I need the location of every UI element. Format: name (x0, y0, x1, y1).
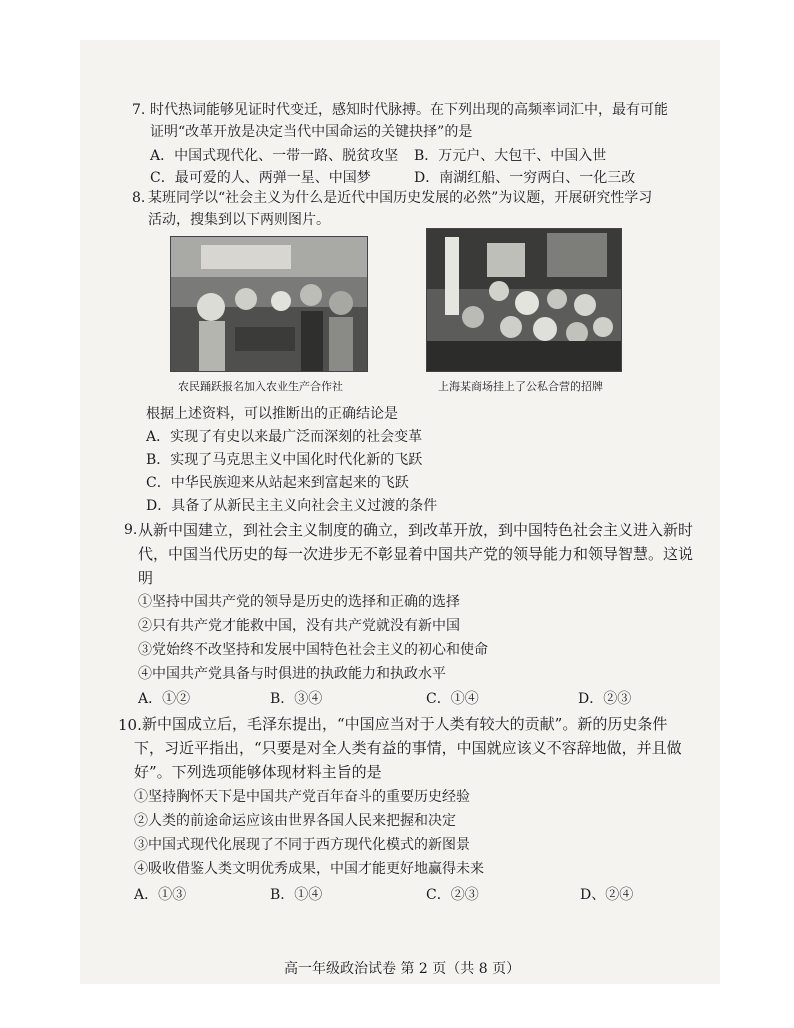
option-c: C．②③ (426, 887, 479, 903)
question-stem: 下，习近平指出，“只要是对全人类有益的事情，中国就应该义不容辞地做，并且做 (134, 739, 682, 757)
option-a: A．中国式现代化、一带一路、脱贫攻坚 (150, 148, 399, 164)
statement-4: ④中国共产党具备与时俱进的执政能力和执政水平 (138, 666, 446, 682)
caption-left: 农民踊跃报名加入农业生产合作社 (178, 380, 343, 393)
question-number: 7. (132, 102, 146, 118)
option-b: B．万元户、大包干、中国入世 (414, 148, 607, 164)
option-c: C．中华民族迎来从站起来到富起来的飞跃 (146, 475, 409, 491)
option-b: B．③④ (270, 691, 323, 707)
statement-2: ②人类的前途命运应该由世界各国人民来把握和决定 (134, 813, 456, 829)
question-stem: 代，中国当代历史的每一次进步无不彰显着中国共产党的领导能力和领导智慧。这说 (138, 545, 694, 563)
question-stem: 时代热词能够见证时代变迁，感知时代脉搏。在下列出现的高频率词汇中，最有可能 (150, 102, 668, 118)
option-d: D、②④ (580, 887, 634, 903)
option-c: C．①④ (426, 691, 479, 707)
exam-page (80, 40, 720, 984)
page-footer: 高一年级政治试卷 第 2 页（共 8 页） (284, 961, 521, 977)
question-prompt: 根据上述资料，可以推断出的正确结论是 (146, 406, 398, 422)
question-number: 8. (132, 190, 146, 206)
question-stem: 某班同学以“社会主义为什么是近代中国历史发展的必然”为议题，开展研究性学习 (148, 190, 653, 206)
question-number: 9. (124, 522, 138, 538)
option-a: A．①② (138, 691, 191, 707)
question-stem: 好”。下列选项能够体现材料主旨的是 (134, 763, 382, 781)
statement-2: ②只有共产党才能救中国，没有共产党就没有新中国 (138, 618, 460, 634)
option-a: A．①③ (134, 887, 187, 903)
option-d: D．②③ (578, 691, 632, 707)
question-stem: 证明“改革开放是决定当代中国命运的关键抉择”的是 (150, 124, 473, 140)
option-c: C．最可爱的人、两弹一星、中国梦 (150, 170, 371, 186)
question-stem: 活动，搜集到以下两则图片。 (148, 212, 330, 228)
statement-3: ③中国式现代化展现了不同于西方现代化模式的新图景 (134, 837, 470, 853)
option-a: A．实现了有史以来最广泛而深刻的社会变革 (146, 429, 423, 445)
photo-cooperative-image (171, 237, 367, 371)
option-d: D．南湖红船、一穷两白、一化三改 (414, 170, 636, 186)
photo-cooperative (170, 236, 368, 372)
photo-joint-venture-image (427, 229, 621, 371)
statement-3: ③党始终不改坚持和发展中国特色社会主义的初心和使命 (138, 642, 488, 658)
caption-right: 上海某商场挂上了公私合营的招牌 (438, 380, 603, 393)
statement-1: ①坚持中国共产党的领导是历史的选择和正确的选择 (138, 594, 460, 610)
statement-4: ④吸收借鉴人类文明优秀成果，中国才能更好地赢得未来 (134, 861, 484, 877)
question-stem: 明 (138, 569, 154, 587)
option-d: D．具备了从新民主主义向社会主义过渡的条件 (146, 498, 438, 514)
option-b: B．①④ (270, 887, 323, 903)
option-b: B．实现了马克思主义中国化时代化新的飞跃 (146, 452, 423, 468)
question-stem: 新中国成立后，毛泽东提出，“中国应当对于人类有较大的贡献”。新的历史条件 (142, 715, 668, 733)
statement-1: ①坚持胸怀天下是中国共产党百年奋斗的重要历史经验 (134, 789, 470, 805)
question-stem: 从新中国建立，到社会主义制度的确立，到改革开放，到中国特色社会主义进入新时 (138, 521, 694, 539)
photo-joint-venture (426, 228, 622, 372)
question-number: 10. (118, 716, 142, 734)
